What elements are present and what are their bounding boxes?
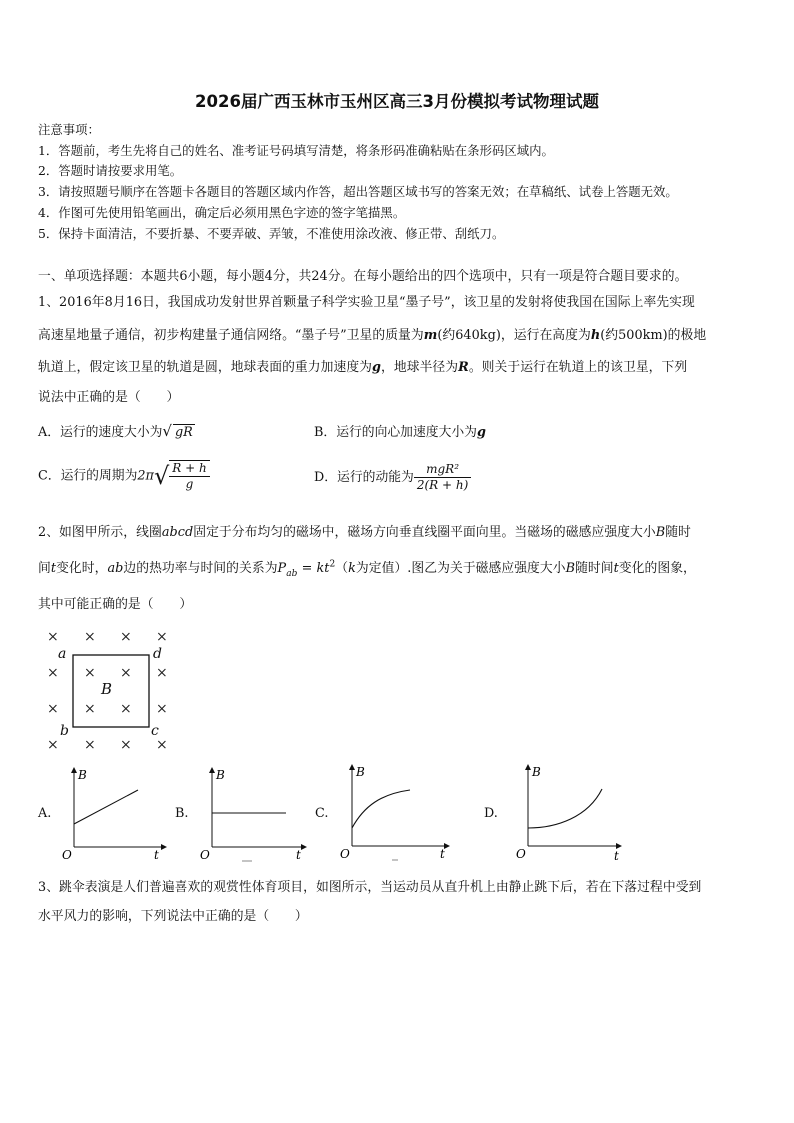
q3-line-2: 水平风力的影响，下列说法中正确的是（ ） <box>38 909 308 924</box>
coil-label-d: d <box>153 646 162 662</box>
y-axis-arrow <box>209 767 215 773</box>
cross-mark: × <box>47 629 59 645</box>
graph-c <box>336 762 454 864</box>
y-axis-arrow <box>71 767 77 773</box>
cross-mark: × <box>156 737 168 753</box>
cross-mark: × <box>84 701 96 717</box>
curve-line <box>74 790 138 824</box>
q1-option-d: D．运行的动能为 $\frac{\text{mgR²}}{2(R + h)}$ <box>314 462 471 493</box>
x-axis-label: t <box>154 848 159 862</box>
q1-option-b: B．运行的向心加速度大小为g <box>314 425 486 440</box>
y-axis-label: B <box>356 765 365 779</box>
y-axis-label: B <box>78 768 87 782</box>
cross-mark: × <box>156 665 168 681</box>
cross-mark: × <box>47 737 59 753</box>
cross-mark: × <box>156 629 168 645</box>
graph-a <box>58 765 168 865</box>
coil-label-a: a <box>58 646 67 662</box>
x-axis-arrow <box>161 844 167 850</box>
coil-label-c: c <box>151 723 159 739</box>
notice-item: 2．答题时请按要求用笔。 <box>38 163 183 178</box>
cross-mark: × <box>84 629 96 645</box>
q2-line-1: 2、如图甲所示，线圈abcd固定于分布均匀的磁场中，磁场方向垂直线圈平面向里。当磁场的磁感应强度大小B随时 <box>38 525 691 540</box>
cross-mark: × <box>120 665 132 681</box>
q1-option-c: C．运行的周期为2π√ $\frac{R + h}{g}$ <box>38 460 210 492</box>
field-label-b: B <box>101 680 113 698</box>
q3-line-1: 3、跳伞表演是人们普遍喜欢的观赏性体育项目，如图所示，当运动员从直升机上由静止跳下后，若在下落过程中受到 <box>38 880 702 895</box>
cross-mark: × <box>84 737 96 753</box>
origin-label: O <box>340 847 350 861</box>
cross-mark: × <box>120 701 132 717</box>
coil-label-b: b <box>60 723 69 739</box>
q1-line-4: 说法中正确的是（ ） <box>38 390 180 405</box>
q2-option-a-label: A. <box>38 806 52 821</box>
x-axis-label: t <box>440 847 445 861</box>
cross-mark: × <box>156 701 168 717</box>
page-title: 2026届广西玉林市玉州区高三3月份模拟考试物理试题 <box>195 92 599 111</box>
curve-line <box>352 790 410 828</box>
q1-line-2: 高速星地量子通信，初步构建量子通信网络。“墨子号”卫星的质量为m(约640kg)，运行在高度为h(约500km)的极地 <box>38 328 707 343</box>
notice-item: 4．作图可先使用铅笔画出，确定后必须用黑色字迹的签字笔描黑。 <box>38 205 406 220</box>
notice-item: 5．保持卡面清洁，不要折暴、不要弄破、弄皱，不准使用涂改液、修正带、刮纸刀。 <box>38 226 505 241</box>
y-axis-arrow <box>349 764 355 770</box>
q1-line-3: 轨道上，假定该卫星的轨道是圆，地球表面的重力加速度为g，地球半径为R。则关于运行在轨道上的该卫星，下列 <box>38 360 688 375</box>
x-axis-label: t <box>614 849 619 863</box>
origin-label: O <box>62 848 72 862</box>
q2-line-3: 其中可能正确的是（ ） <box>38 597 193 612</box>
coil-diagram <box>40 622 180 757</box>
x-axis-label: t <box>296 848 301 862</box>
curve-line <box>528 789 602 828</box>
q2-line-2: 间t变化时，ab边的热功率与时间的关系为$P_{ab} = kt^2(k$为定值）.图乙为关于磁感应强度大小B随时间t变化的图象， <box>38 559 696 579</box>
y-axis-label: B <box>532 765 541 779</box>
y-axis-arrow <box>525 764 531 770</box>
q2-option-d-label: D. <box>484 806 498 821</box>
q1-option-a: A．运行的速度大小为√ gR <box>38 422 193 440</box>
x-axis-arrow <box>444 843 450 849</box>
notice-item: 1．答题前，考生先将自己的姓名、准考证号码填写清楚，将条形码准确粘贴在条形码区域内。 <box>38 143 554 158</box>
x-axis-arrow <box>301 844 307 850</box>
cross-mark: × <box>120 737 132 753</box>
cross-mark: × <box>120 629 132 645</box>
cross-mark: × <box>84 665 96 681</box>
section-heading: 一、单项选择题：本题共6小题，每小题4分，共24分。在每小题给出的四个选项中，只有一项是符合题目要求的。 <box>38 269 688 284</box>
graph-d <box>512 762 628 864</box>
graph-b <box>196 765 308 865</box>
cross-mark: × <box>47 665 59 681</box>
y-axis-label: B <box>216 768 225 782</box>
origin-label: O <box>200 848 210 862</box>
cross-mark: × <box>47 701 59 717</box>
q2-option-b-label: B. <box>175 806 189 821</box>
q1-line-1: 1、2016年8月16日，我国成功发射世界首颗量子科学实验卫星“墨子号”，该卫星的发射将使我国在国际上率先实现 <box>38 295 695 310</box>
notice-item: 3．请按照题号顺序在答题卡各题目的答题区域内作答，超出答题区域书写的答案无效；在草稿纸、试卷上答题无效。 <box>38 184 678 199</box>
notice-heading: 注意事项： <box>38 122 100 137</box>
origin-label: O <box>516 847 526 861</box>
q2-option-c-label: C. <box>315 806 329 821</box>
